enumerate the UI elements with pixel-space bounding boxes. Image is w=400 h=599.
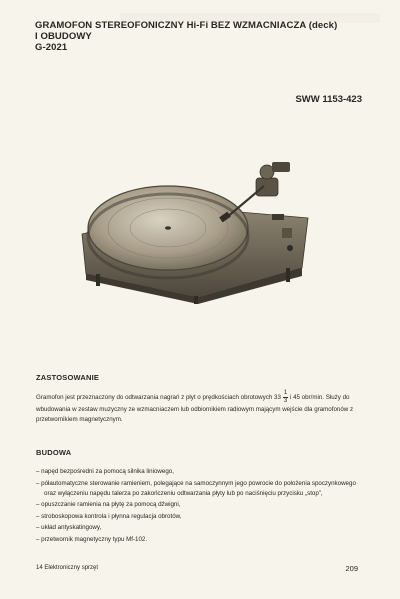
section-heading-zastosowanie: ZASTOSOWANIE bbox=[36, 373, 100, 382]
zastosowanie-text-2: i 45 obr/min. Służy do wbudowania w zestaw muzyczny ze wzmacniaczem lub odbiornikiem radiowym mającym wejście dla gramofonów z przetwornikiem magnetycznym. bbox=[36, 394, 354, 423]
list-item: – półautomatyczne sterowanie ramieniem, polegające na samoczynnym jego powrocie do położenia spoczynkowego oraz wyłączeniu napędu talerza po zakończeniu odtwarzania płyty lub po naciśnięciu przycisku „stop”, bbox=[36, 479, 364, 499]
list-item: – układ antyskatingowy, bbox=[36, 523, 364, 533]
page-title bbox=[35, 20, 365, 53]
footer-section-label: 14 Elektroniczny sprzęt bbox=[36, 565, 99, 571]
list-item: – napęd bezpośredni za pomocą silnika liniowego, bbox=[36, 467, 364, 477]
zastosowanie-paragraph bbox=[36, 390, 362, 425]
list-item: – przetwornik magnetyczny typu Mf-102. bbox=[36, 535, 364, 545]
page-number: 209 bbox=[345, 564, 358, 573]
list-item: – opuszczanie ramienia na płytę za pomocą dźwigni, bbox=[36, 500, 364, 510]
title-line-2: I OBUDOWY bbox=[35, 31, 92, 42]
title-line-3: G-2021 bbox=[35, 42, 68, 53]
list-item: – stroboskopowa kontrola i płynna regulacja obrotów, bbox=[36, 512, 364, 522]
section-heading-budowa: BUDOWA bbox=[36, 448, 72, 457]
fraction bbox=[283, 390, 288, 405]
budowa-list bbox=[36, 467, 364, 547]
turntable-photo-icon bbox=[76, 156, 312, 304]
fraction-denominator: 3 bbox=[283, 398, 288, 404]
fraction-numerator: 1 bbox=[283, 390, 288, 396]
zastosowanie-text-1: Gramofon jest przeznaczony do odtwarzania nagrań z płyt o prędkościach obrotowych 33 bbox=[36, 394, 281, 402]
title-line-1: GRAMOFON STEREOFONICZNY Hi-Fi BEZ WZMACNIACZA (deck) bbox=[35, 20, 338, 31]
product-code: SWW 1153-423 bbox=[295, 94, 362, 105]
tonearm-base bbox=[256, 178, 278, 196]
